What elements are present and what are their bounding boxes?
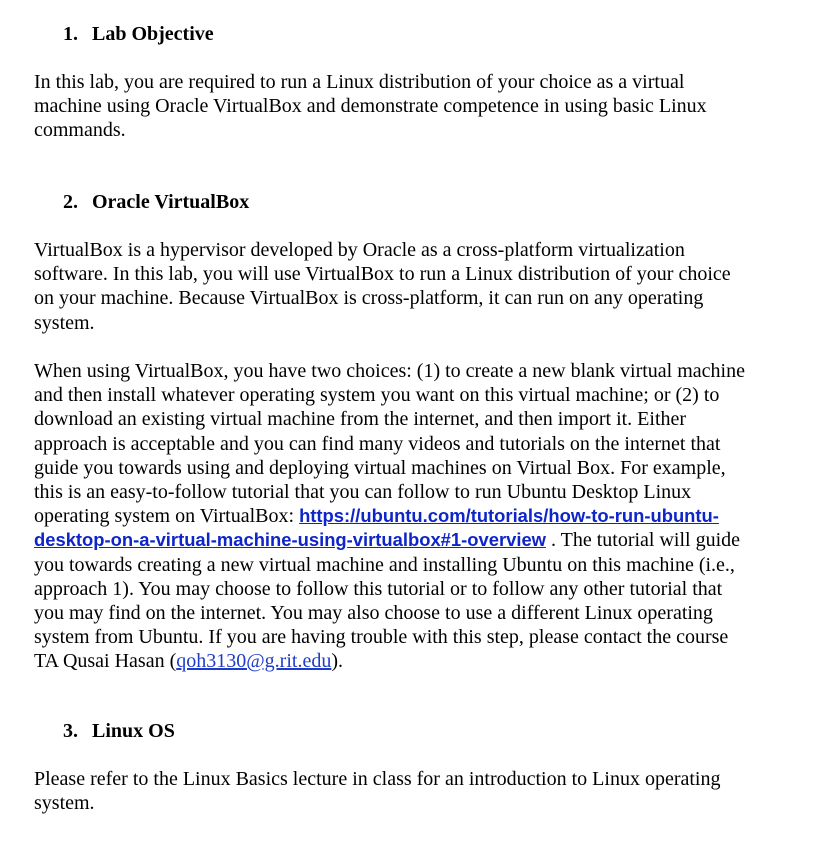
contact-line (34, 649, 804, 673)
text-line: on your machine. Because VirtualBox is cross-platform, it can run on any operating (34, 287, 704, 310)
text-line: Please refer to the Linux Basics lecture in class for an introduction to Linux operating (34, 768, 721, 790)
text-line: system from Ubuntu. If you are having trouble with this step, please contact the course (34, 626, 729, 649)
text-line: you may find on the internet. You may also choose to use a different Linux operating (34, 602, 713, 625)
section-title: Lab Objective (92, 23, 214, 45)
text-line: approach is acceptable and you can find many videos and tutorials on the internet that (34, 432, 721, 455)
text-line-with-link (34, 528, 804, 552)
text-line: software. In this lab, you will use VirtualBox to run a Linux distribution of your choice (34, 263, 731, 286)
text-line: system. (34, 792, 95, 815)
contact-suffix: ). (331, 650, 344, 673)
section-number: 1. (63, 23, 78, 45)
tutorial-link-part1[interactable]: https://ubuntu.com/tutorials/how-to-run-ubuntu- (299, 505, 719, 527)
text-line-with-link (34, 504, 804, 528)
tutorial-link-part2[interactable]: desktop-on-a-virtual-machine-using-virtualbox#1-overview (34, 529, 546, 551)
text-line: VirtualBox is a hypervisor developed by Oracle as a cross-platform virtualization (34, 239, 685, 261)
contact-email-link[interactable]: qoh3130@g.rit.edu (176, 650, 332, 673)
text-line: approach 1). You may choose to follow this tutorial or to follow any other tutorial that (34, 577, 723, 600)
virtualbox-choices-paragraph (34, 359, 804, 674)
text-line: system. (34, 311, 95, 334)
linux-os-paragraph (34, 767, 804, 815)
link-line-suffix: . The tutorial will guide (545, 529, 741, 552)
text-line: download an existing virtual machine from the internet, and then import it. Either (34, 408, 687, 431)
section-title: Linux OS (92, 720, 175, 742)
text-line: In this lab, you are required to run a Linux distribution of your choice as a virtual (34, 71, 685, 93)
text-line: and then install whatever operating system you want on this virtual machine; or (2) to (34, 384, 720, 407)
text-line: machine using Oracle VirtualBox and demonstrate competence in using basic Linux (34, 95, 707, 118)
lab-objective-paragraph (34, 70, 804, 143)
section-heading-oracle-virtualbox (63, 190, 249, 214)
virtualbox-intro-paragraph (34, 238, 804, 335)
section-number: 3. (63, 720, 78, 742)
text-line: this is an easy-to-follow tutorial that you can follow to run Ubuntu Desktop Linux (34, 481, 692, 504)
text-line: you towards creating a new virtual machine and installing Ubuntu on this machine (i.e., (34, 553, 735, 576)
contact-prefix: TA Qusai Hasan ( (34, 650, 177, 673)
text-line: When using VirtualBox, you have two choices: (1) to create a new blank virtual machine (34, 360, 745, 382)
section-title: Oracle VirtualBox (92, 191, 250, 213)
link-line-prefix: operating system on VirtualBox: (34, 505, 300, 528)
section-number: 2. (63, 191, 78, 213)
text-line: guide you towards using and deploying virtual machines on Virtual Box. For example, (34, 456, 726, 479)
section-heading-linux-os (63, 719, 175, 743)
section-heading-lab-objective (63, 22, 214, 46)
text-line: commands. (34, 119, 126, 142)
